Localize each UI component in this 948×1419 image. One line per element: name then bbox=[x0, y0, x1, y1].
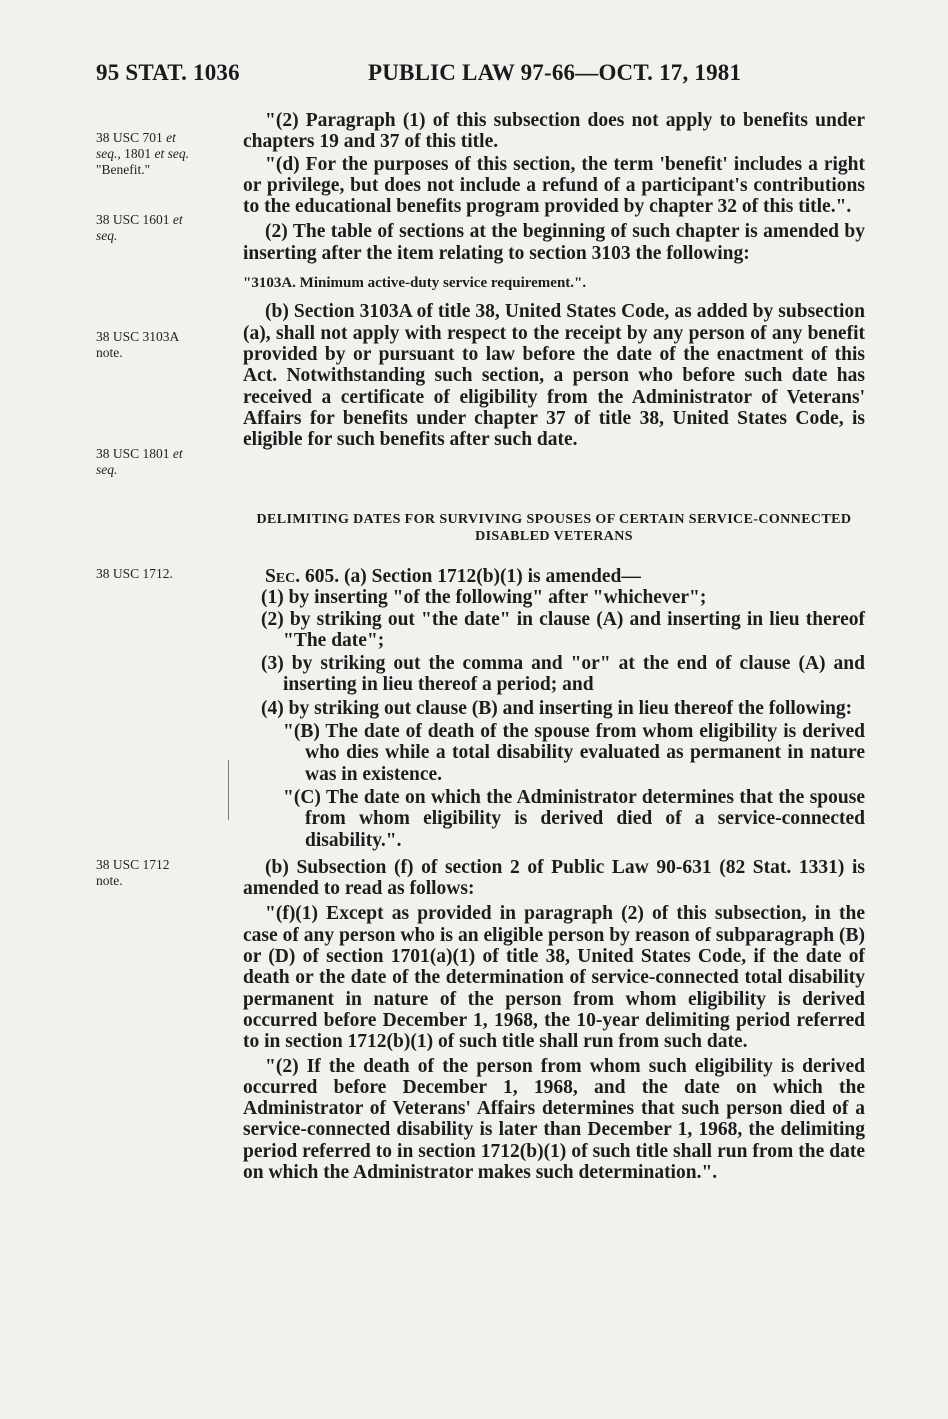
list-item: (1) by inserting "of the following" after "whichever"; bbox=[261, 587, 707, 609]
paragraph: "(d) For the purposes of this section, the term 'benefit' includes a right or privilege, but does not include a refund of a participant's contributions to the educational benefits program provided by chapter 32 of this title.". bbox=[243, 153, 865, 218]
section-intro: Sec. 605. (a) Section 1712(b)(1) is amended— bbox=[265, 566, 641, 587]
paragraph: (b) Section 3103A of title 38, United States Code, as added by subsection (a), shall not apply with respect to the receipt by any person of any benefit provided by or pursuant to law before the date of the enactment of this Act. Notwithstanding such section, a person who before such date has received a certificate of eligibility from the Administrator of Veterans' Affairs for benefits under chapter 37 of title 38, United States Code, is eligible for such benefits after such date. bbox=[243, 301, 865, 451]
quoted-clause: "(B) The date of death of the spouse from whom eligibility is derived who dies while a total disability evaluated as permanent in nature was in existence. bbox=[283, 721, 865, 785]
margin-note-citation: 38 USC 1712 note. bbox=[96, 857, 170, 888]
section-label: Sec. bbox=[265, 566, 301, 587]
stat-page-number: 95 STAT. 1036 bbox=[96, 60, 240, 85]
paragraph: "(f)(1) Except as provided in paragraph (2) of this subsection, in the case of any person who is an eligible person by reason of subparagraph (B) or (D) of section 1701(a)(1) of title 38, United States Code, if the date of death or the date of the determination of service-connected total disability permanent in nature of the person from whom eligibility is derived occurred before December 1, 1968, the 10-year delimiting period referred to in section 1712(b)(1) of such title shall run from such date. bbox=[243, 903, 865, 1053]
margin-note-citation: 38 USC 3103A note. bbox=[96, 329, 180, 360]
paragraph: "(2) If the death of the person from whom such eligibility is derived occurred before December 1, 1968, and the date on which the Administrator of Veterans' Affairs determines that such person died of a service-connected disability is later than December 1, 1968, the delimiting period referred to in section 1712(b)(1) of such title shall run from the date on which the Administrator makes such determination.". bbox=[243, 1055, 865, 1184]
section-heading: DELIMITING DATES FOR SURVIVING SPOUSES OF CERTAIN SERVICE-CONNECTED DISABLED VETERANS bbox=[256, 512, 852, 544]
margin-note-citation: 38 USC 701 et seq., 1801 et seq. "Benefit." bbox=[96, 130, 189, 177]
body-text-top bbox=[243, 110, 865, 450]
margin-note-citation: 38 USC 1801 et seq. bbox=[96, 446, 183, 477]
running-header: PUBLIC LAW 97-66—OCT. 17, 1981 bbox=[368, 60, 742, 85]
body-text-section-605 bbox=[243, 566, 865, 1183]
paragraph: (b) Subsection (f) of section 2 of Public Law 90-631 (82 Stat. 1331) is amended to read as follows: bbox=[243, 856, 865, 900]
paragraph: "(2) Paragraph (1) of this subsection does not apply to benefits under chapters 19 and 37 of this title. bbox=[243, 110, 865, 153]
table-item: "3103A. Minimum active-duty service requirement.". bbox=[243, 275, 587, 292]
quoted-clause: "(C) The date on which the Administrator determines that the spouse from whom eligibility is derived died of a service-connected disability.". bbox=[283, 786, 865, 851]
margin-note-citation: 38 USC 1601 et seq. bbox=[96, 212, 183, 243]
margin-note-citation: 38 USC 1712. bbox=[96, 566, 173, 581]
list-item: (3) by striking out the comma and "or" at the end of clause (A) and inserting in lieu thereof a period; and bbox=[261, 653, 865, 696]
paragraph: (2) The table of sections at the beginning of such chapter is amended by inserting after the item relating to section 3103 the following: bbox=[243, 221, 865, 264]
margin-pencil-mark bbox=[228, 760, 229, 820]
list-item: (4) by striking out clause (B) and inserting in lieu thereof the following: bbox=[261, 697, 853, 719]
list-item: (2) by striking out "the date" in clause (A) and inserting in lieu thereof "The date"; bbox=[261, 608, 865, 651]
